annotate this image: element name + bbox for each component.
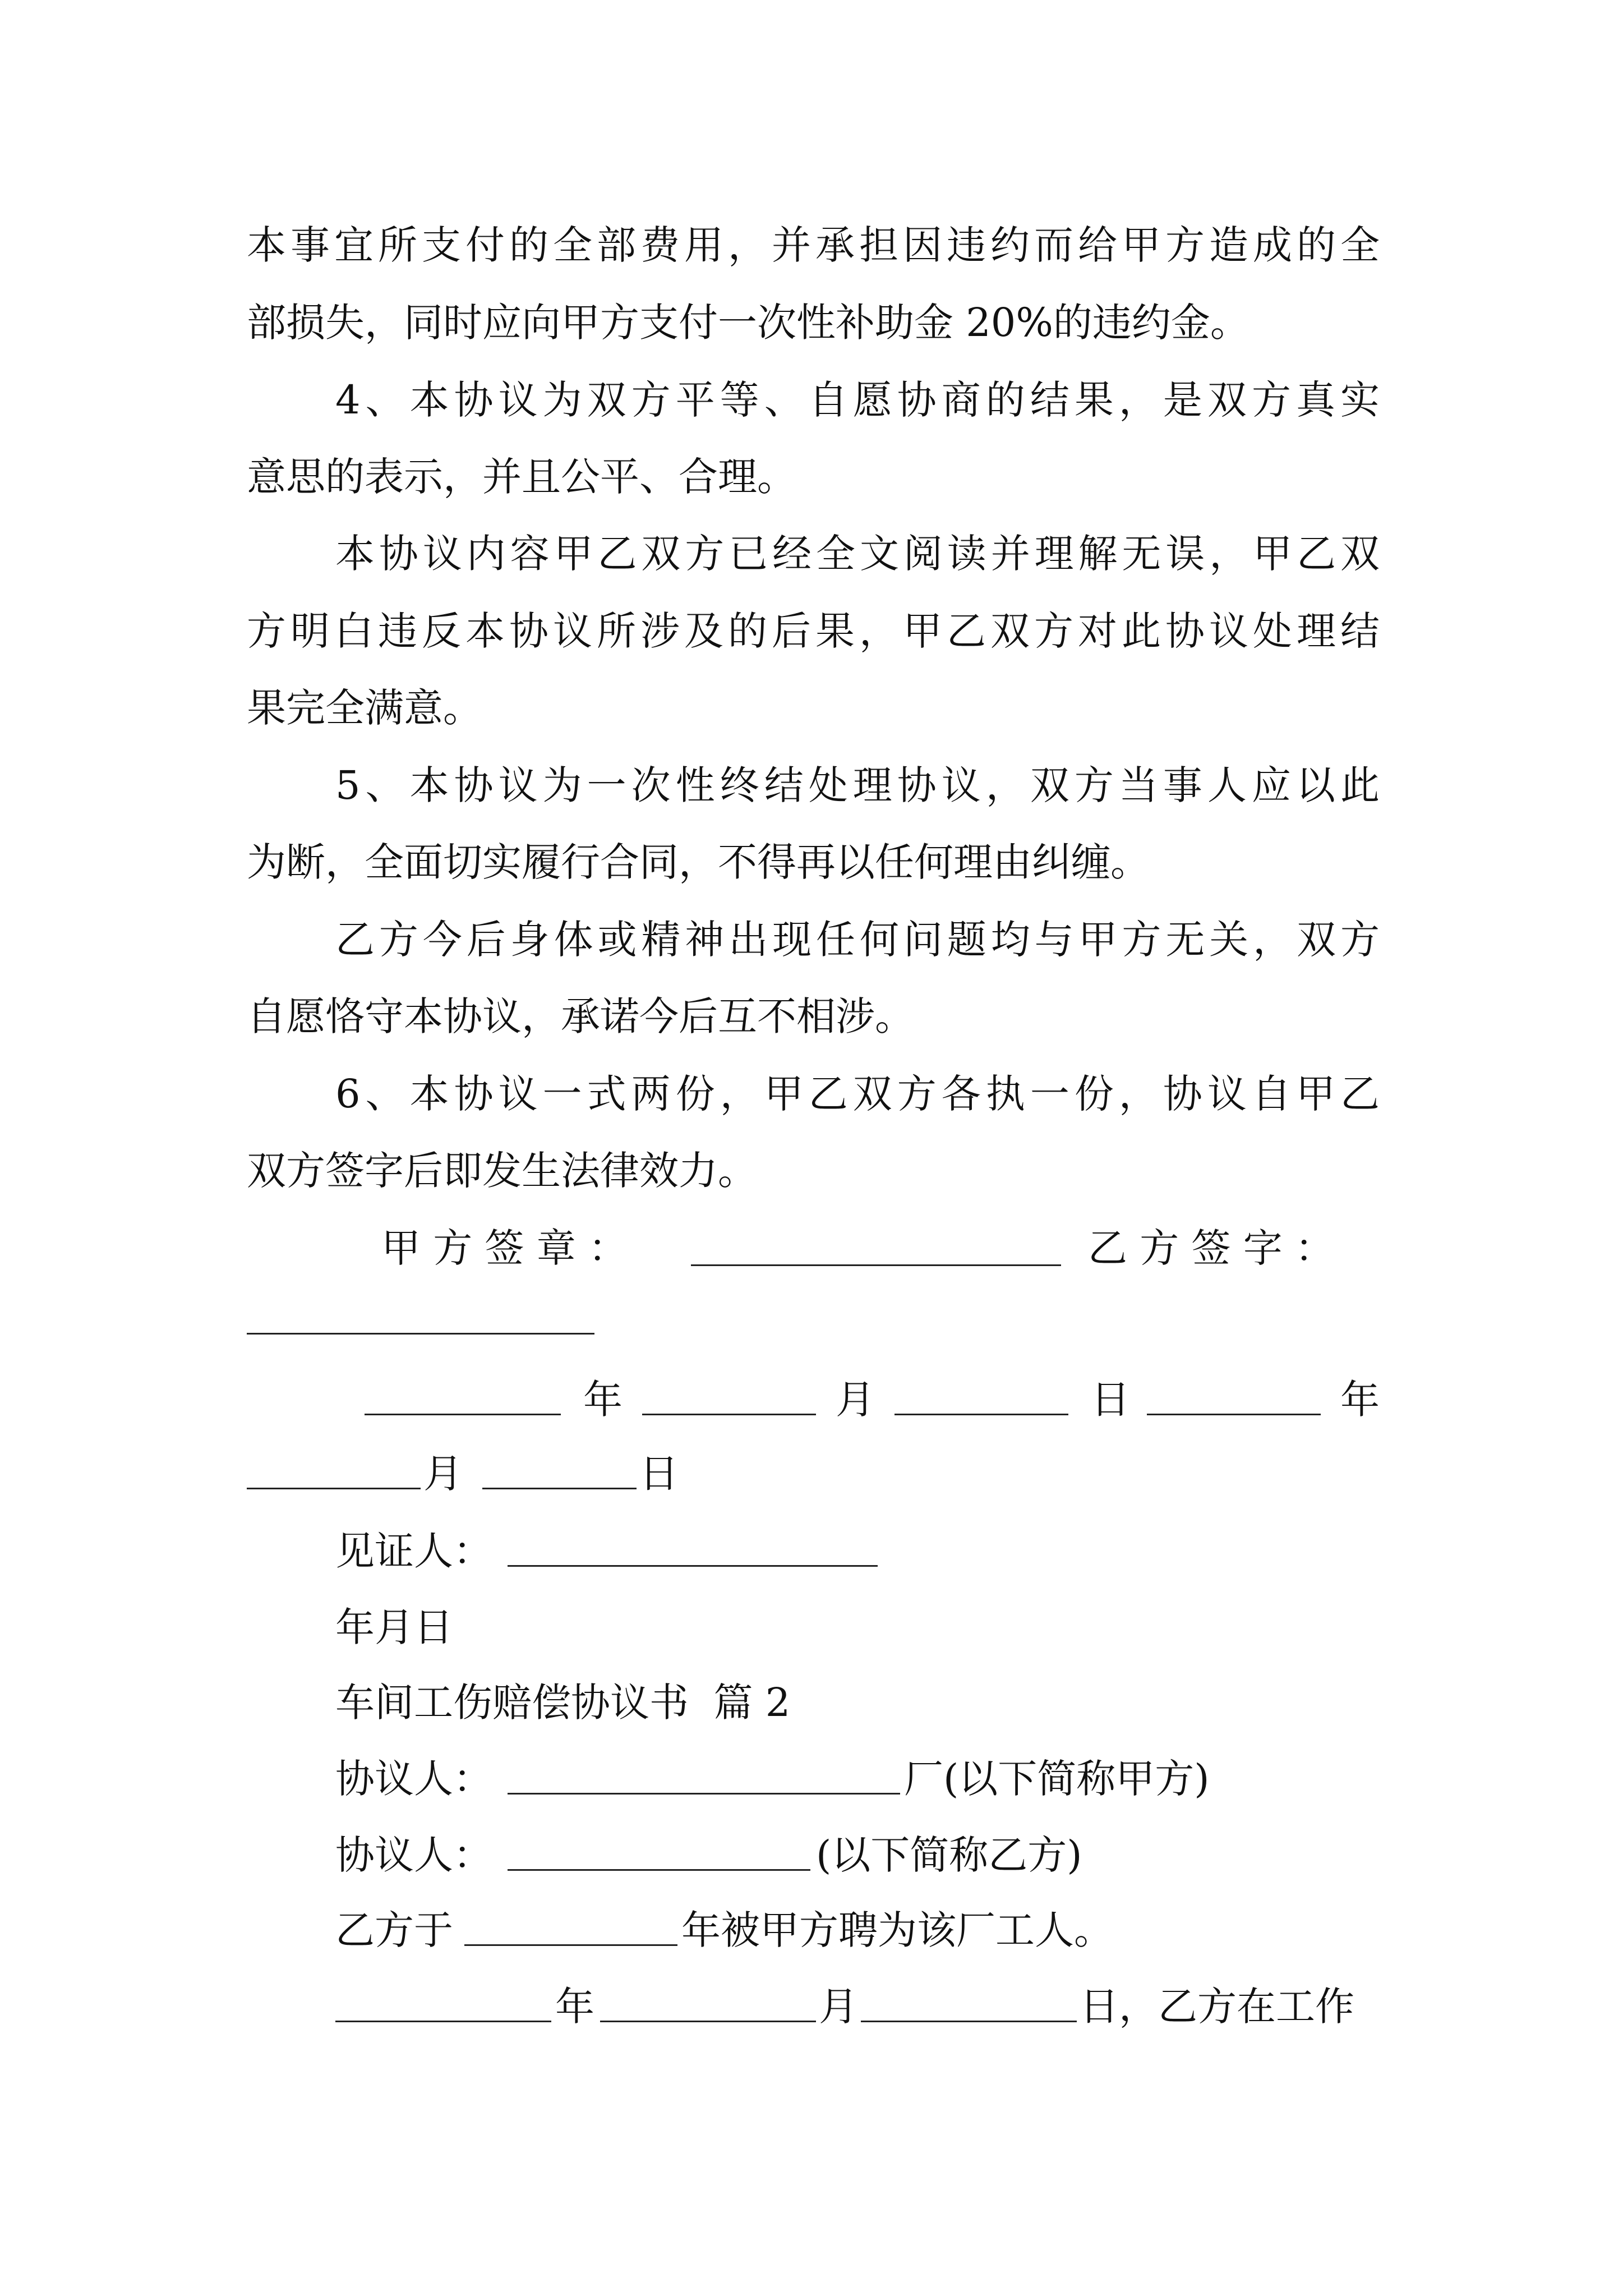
witness-blank[interactable] xyxy=(508,1534,878,1567)
incident-year-label: 年 xyxy=(555,1984,594,2030)
paragraph-line: 本协议内容甲乙双方已经全文阅读并理解无误，甲乙双 xyxy=(335,531,1380,577)
date-day-label-2: 日 xyxy=(639,1451,679,1497)
hire-year-blank[interactable] xyxy=(464,1913,677,1946)
paragraph-line: 为断，全面切实履行合同，不得再以任何理由纠缠。 xyxy=(247,839,1150,885)
incident-year-blank[interactable] xyxy=(335,1989,551,2022)
paragraph-line: 6、本协议一式两份，甲乙双方各执一份，协议自甲乙 xyxy=(335,1071,1380,1117)
date-day-blank-2[interactable] xyxy=(482,1456,637,1489)
party-b-name-blank[interactable] xyxy=(508,1838,810,1871)
section-title: 车间工伤赔偿协议书 篇 2 xyxy=(335,1680,791,1726)
paragraph-line: 5、本协议为一次性终结处理协议，双方当事人应以此 xyxy=(335,762,1380,808)
incident-day-blank[interactable] xyxy=(861,1989,1077,2022)
paragraph-line: 方明白违反本协议所涉及的后果，甲乙双方对此协议处理结 xyxy=(247,608,1380,654)
paragraph-line: 部损失，同时应向甲方支付一次性补助金 20%的违约金。 xyxy=(247,300,1249,346)
paragraph-line: 意思的表示，并且公平、合理。 xyxy=(247,454,796,500)
hire-prefix: 乙方于 xyxy=(335,1907,453,1953)
date-year-blank[interactable] xyxy=(365,1382,561,1415)
date-year-blank-2[interactable] xyxy=(1147,1382,1321,1415)
incident-suffix: 日，乙方在工作 xyxy=(1080,1984,1354,2030)
party-a-name-blank[interactable] xyxy=(508,1761,900,1795)
paragraph-line: 果完全满意。 xyxy=(247,685,482,731)
date-day-label: 日 xyxy=(1091,1377,1130,1423)
paragraph-line: 4、本协议为双方平等、自愿协商的结果，是双方真实 xyxy=(335,377,1380,423)
party-a-signature-blank[interactable] xyxy=(691,1233,1061,1266)
incident-month-blank[interactable] xyxy=(600,1989,816,2022)
incident-month-label: 月 xyxy=(819,1984,858,2030)
date-year-label: 年 xyxy=(583,1377,623,1423)
hire-suffix: 年被甲方聘为该厂工人。 xyxy=(681,1907,1113,1953)
party-b-label: 协议人： xyxy=(335,1832,492,1878)
party-b-signature-blank[interactable] xyxy=(247,1301,594,1335)
party-b-signature-label: 乙 方 签 字 ： xyxy=(1088,1225,1335,1271)
party-a-signature-label: 甲 方 签 章 ： xyxy=(381,1225,628,1271)
paragraph-line: 本事宜所支付的全部费用，并承担因违约而给甲方造成的全 xyxy=(247,222,1380,268)
witness-label: 见证人： xyxy=(335,1528,492,1574)
party-b-suffix: (以下简称乙方) xyxy=(816,1832,1082,1878)
date-month-blank[interactable] xyxy=(642,1382,816,1415)
date-year-label-2: 年 xyxy=(1340,1377,1380,1423)
date-day-blank[interactable] xyxy=(895,1382,1068,1415)
party-a-suffix: 厂(以下简称甲方) xyxy=(904,1756,1210,1802)
party-a-label: 协议人： xyxy=(335,1756,492,1802)
date-month-blank-2[interactable] xyxy=(247,1456,421,1489)
date-month-label-2: 月 xyxy=(423,1451,463,1497)
date-plain: 年月日 xyxy=(335,1604,453,1650)
paragraph-line: 乙方今后身体或精神出现任何问题均与甲方无关，双方 xyxy=(335,917,1380,963)
date-month-label: 月 xyxy=(836,1377,875,1423)
paragraph-line: 双方签字后即发生法律效力。 xyxy=(247,1148,757,1194)
paragraph-line: 自愿恪守本协议，承诺今后互不相涉。 xyxy=(247,993,914,1039)
